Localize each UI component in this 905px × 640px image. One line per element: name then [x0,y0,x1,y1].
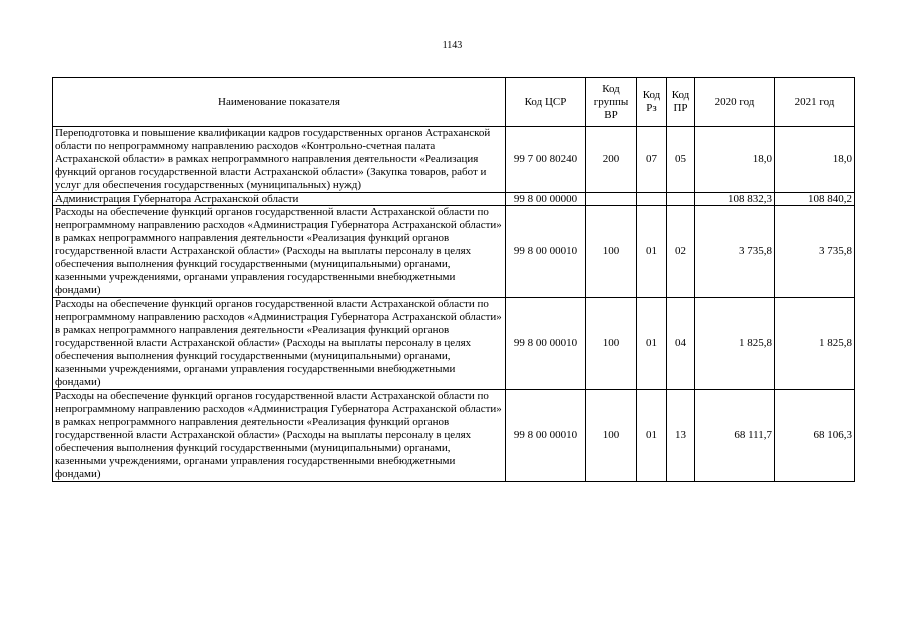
table-row [53,206,855,298]
budget-table [52,77,855,482]
row-rz: 07 [637,127,667,193]
page-number: 1143 [442,40,463,51]
row-name: Расходы на обеспечение функций органов государственной власти Астраханской области по непрограммному направлению расходов «Администрация Губернатора Астраханской области» в рамках непрограммного направления деятельности «Реализация функций органов государственной власти Астраханской области» (Расходы на выплаты персоналу в целях обеспечения выполнения функций государственными (муниципальными) органами, казенными учреждениями, органами управления государственными внебюджетными фондами) [53,206,506,298]
row-2020: 1 825,8 [695,298,775,390]
header-2021: 2021 год [775,78,855,127]
row-2021: 18,0 [775,127,855,193]
row-2020: 18,0 [695,127,775,193]
row-2020: 68 111,7 [695,390,775,482]
row-rz: 01 [637,206,667,298]
row-vr: 100 [586,298,637,390]
table-row [53,390,855,482]
table-row [53,298,855,390]
row-pr [667,193,695,206]
row-2021: 1 825,8 [775,298,855,390]
table-row [53,193,855,206]
header-vr: Код группы ВР [586,78,637,127]
row-2020: 108 832,3 [695,193,775,206]
header-name: Наименование показателя [53,78,506,127]
row-2020: 3 735,8 [695,206,775,298]
row-pr: 02 [667,206,695,298]
row-pr: 13 [667,390,695,482]
row-2021: 68 106,3 [775,390,855,482]
row-csr: 99 8 00 00010 [506,390,586,482]
row-name: Расходы на обеспечение функций органов государственной власти Астраханской области по непрограммному направлению расходов «Администрация Губернатора Астраханской области» в рамках непрограммного направления деятельности «Реализация функций органов государственной власти Астраханской области» (Расходы на выплаты персоналу в целях обеспечения выполнения функций государственными (муниципальными) органами, казенными учреждениями, органами управления государственными внебюджетными фондами) [53,390,506,482]
row-pr: 05 [667,127,695,193]
row-csr: 99 8 00 00000 [506,193,586,206]
row-csr: 99 7 00 80240 [506,127,586,193]
row-2021: 108 840,2 [775,193,855,206]
row-name: Расходы на обеспечение функций органов государственной власти Астраханской области по непрограммному направлению расходов «Администрация Губернатора Астраханской области» в рамках непрограммного направления деятельности «Реализация функций органов государственной власти Астраханской области» (Расходы на выплаты персоналу в целях обеспечения выполнения функций государственными (муниципальными) органами, казенными учреждениями, органами управления государственными внебюджетными фондами) [53,298,506,390]
row-vr: 200 [586,127,637,193]
row-2021: 3 735,8 [775,206,855,298]
row-vr: 100 [586,390,637,482]
row-rz: 01 [637,390,667,482]
row-name: Администрация Губернатора Астраханской области [53,193,506,206]
table-header-row [53,78,855,127]
table-row [53,127,855,193]
row-csr: 99 8 00 00010 [506,298,586,390]
header-rz: Код Рз [637,78,667,127]
row-name: Переподготовка и повышение квалификации кадров государственных органов Астраханской области по непрограммному направлению расходов «Контрольно-счетная палата Астраханской области» в рамках непрограммного направления деятельности «Реализация функций органов государственной власти Астраханской области» (Закупка товаров, работ и услуг для обеспечения государственных (муниципальных) нужд) [53,127,506,193]
row-rz [637,193,667,206]
header-csr: Код ЦСР [506,78,586,127]
header-2020: 2020 год [695,78,775,127]
row-vr [586,193,637,206]
row-vr: 100 [586,206,637,298]
row-csr: 99 8 00 00010 [506,206,586,298]
row-pr: 04 [667,298,695,390]
row-rz: 01 [637,298,667,390]
header-pr: Код ПР [667,78,695,127]
